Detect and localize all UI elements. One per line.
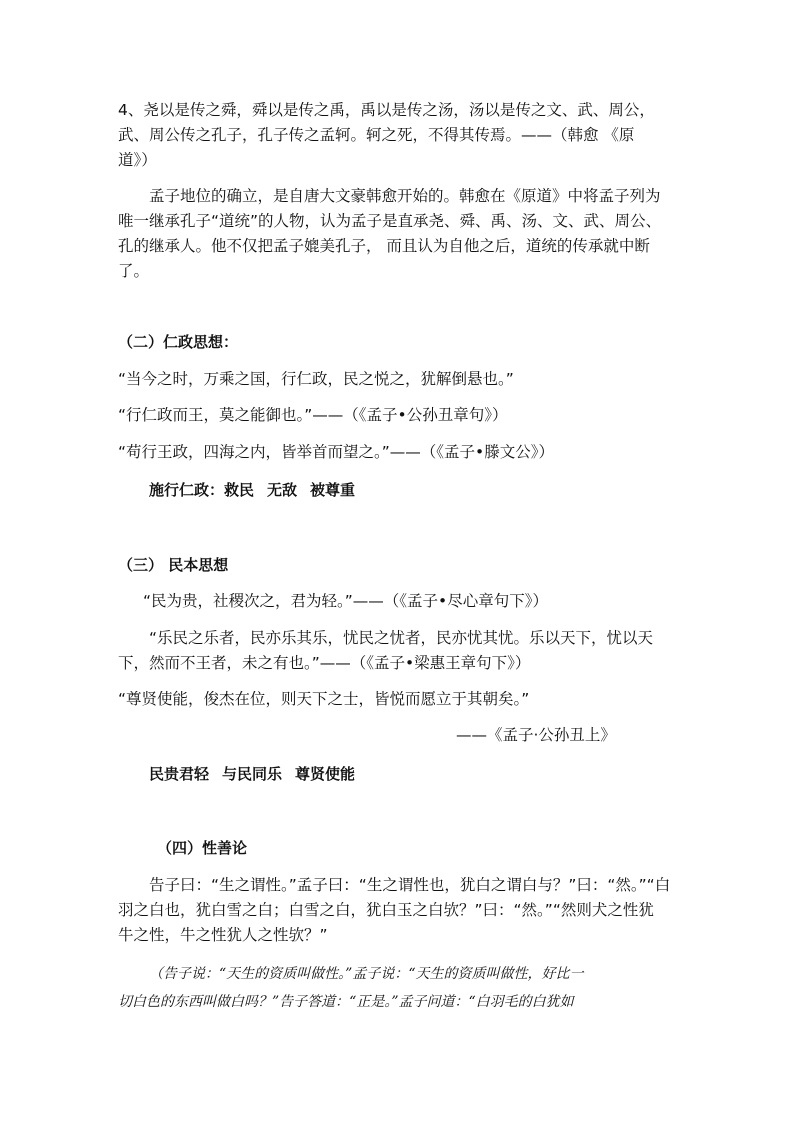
section-heading-benevolent-governance: （二）仁政思想：: [118, 333, 239, 351]
people-summary: [149, 762, 709, 787]
hanyu-quote-line-2: 武、周公传之孔子，孔子传之孟轲。轲之死，不得其传焉。——（韩愈 《原: [118, 126, 635, 144]
gaozi-dialogue-line-1: 告子曰：“生之谓性。”孟子曰：“生之谓性也，犹白之谓白与？”曰：“然。”“白: [149, 876, 671, 894]
translation-line-2: 切白色的东西叫做白吗？”告子答道：“正是。”孟子问道：“白羽毛的白犹如: [118, 994, 574, 1010]
summary-item: 被尊重: [310, 481, 356, 499]
benevolence-quote-3: “苟行王政，四海之内，皆举首而望之。”——（《孟子•滕文公》）: [118, 443, 554, 461]
benevolence-summary: [149, 478, 709, 503]
gaozi-dialogue-line-2: 羽之白也，犹白雪之白；白雪之白，犹白玉之白欤？”曰：“然。”“然则犬之性犹: [118, 901, 654, 919]
summary-item: 施行仁政：救民: [149, 481, 255, 499]
summary-item: 民贵君轻: [149, 765, 210, 783]
people-quote-3-source: ——《孟子·公孙丑上》: [456, 726, 616, 744]
summary-item: 无敌: [267, 481, 298, 499]
summary-item: 与民同乐: [222, 765, 283, 783]
mencius-status-line-2: 唯一继承孔子“道统”的人物，认为孟子是直承尧、舜、禹、汤、文、武、周公、: [118, 212, 662, 230]
mencius-status-line-4: 了。: [118, 262, 150, 280]
section-heading-people-based: （三） 民本思想: [118, 556, 229, 574]
mencius-status-line-3: 孔的继承人。他不仅把孟子媲美孔子， 而且认为自他之后，道统的传承就中断: [118, 237, 650, 255]
hanyu-quote-line-3: 道》）: [118, 151, 157, 169]
gaozi-dialogue-line-3: 牛之性，牛之性犹人之性欤？”: [118, 926, 328, 944]
summary-item: 尊贤使能: [295, 765, 356, 783]
people-quote-2-line-1: “乐民之乐者，民亦乐其乐，忧民之忧者，民亦忧其忧。乐以天下，忧以天: [149, 629, 654, 647]
hanyu-quote-line-1: 4、尧以是传之舜，舜以是传之禹，禹以是传之汤，汤以是传之文、武、周公，: [118, 101, 655, 119]
mencius-status-line-1: 孟子地位的确立，是自唐大文豪韩愈开始的。韩愈在《原道》中将孟子列为: [149, 187, 661, 205]
translation-line-1: （告子说：“天生的资质叫做性。”孟子说：“天生的资质叫做性，好比一: [149, 966, 584, 982]
people-quote-3: “尊贤使能，俊杰在位，则天下之士，皆悦而愿立于其朝矣。”: [118, 690, 530, 708]
people-quote-2-line-2: 下，然而不王者，未之有也。”——（《孟子•梁惠王章句下》）: [118, 654, 531, 672]
benevolence-quote-1: “当今之时，万乘之国，行仁政，民之悦之，犹解倒悬也。”: [118, 370, 514, 388]
benevolence-quote-2: “行仁政而王，莫之能御也。”——（《孟子•公孙丑章句》）: [118, 406, 508, 424]
section-heading-goodness-of-nature: （四）性善论: [157, 839, 248, 857]
people-quote-1: “民为贵，社稷次之，君为轻。”——（《孟子•尽心章句下》）: [143, 592, 548, 610]
